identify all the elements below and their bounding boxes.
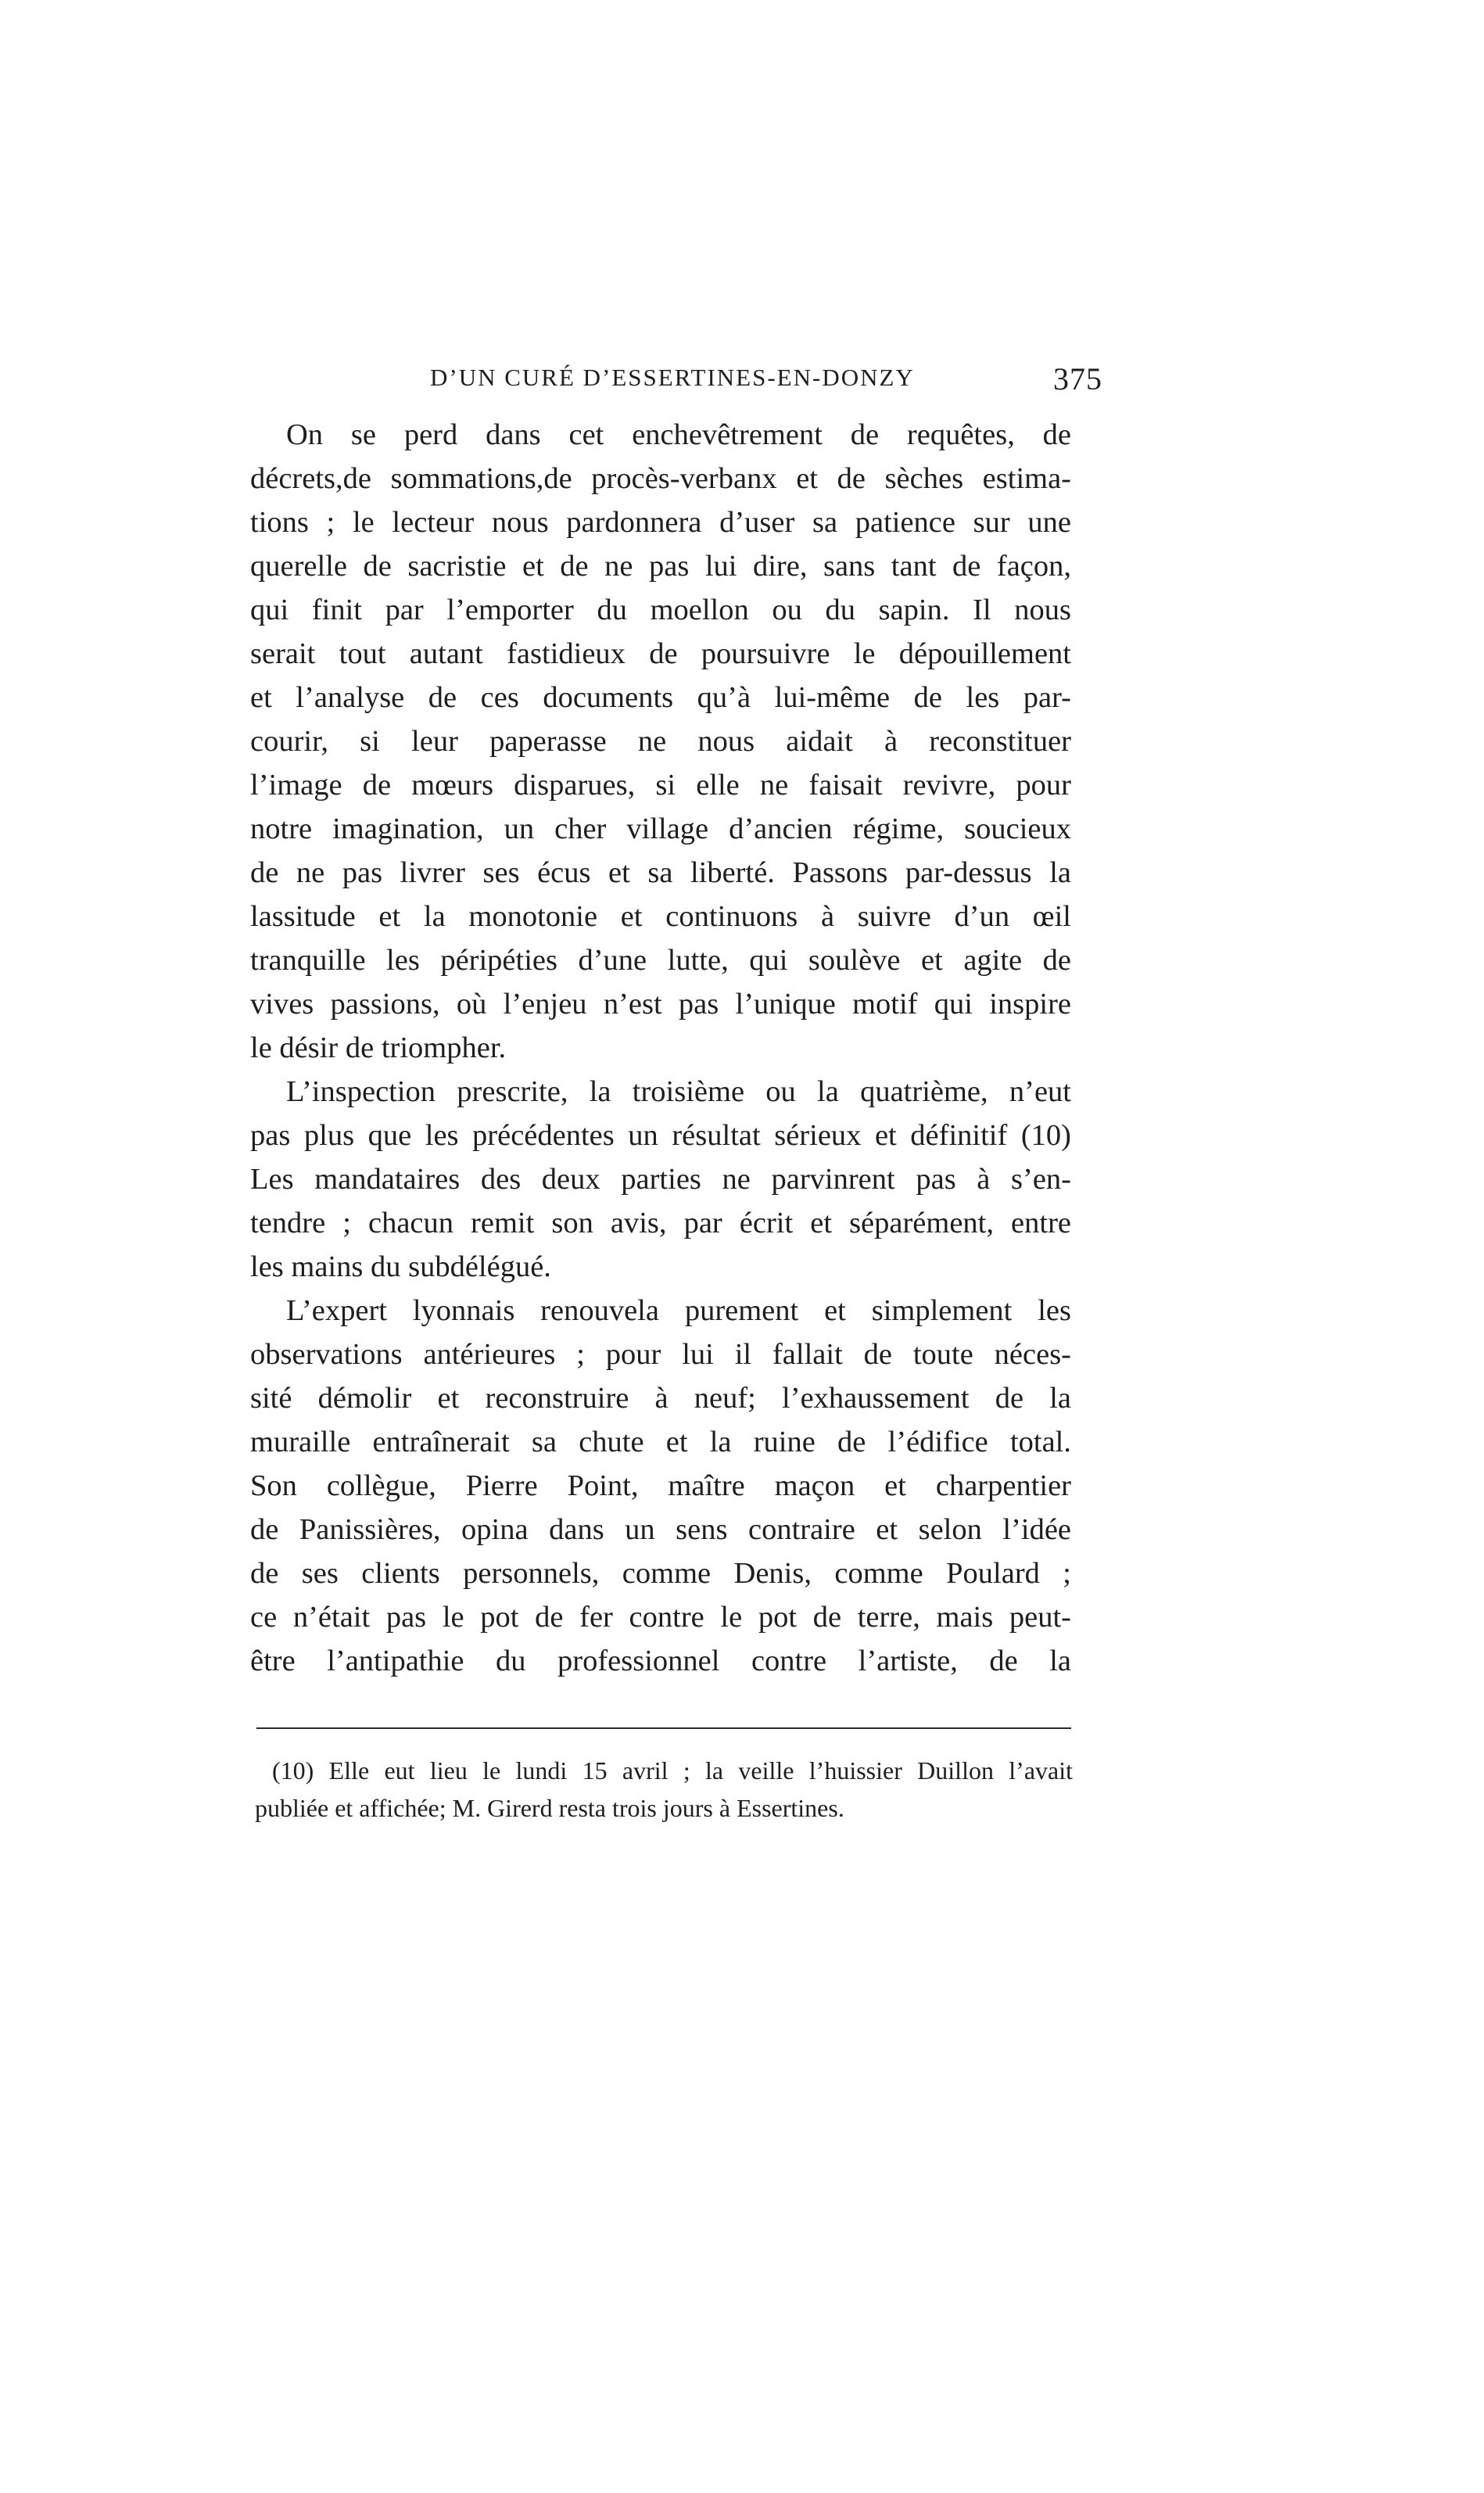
paragraph-1 — [250, 413, 1071, 1070]
text-line: de Panissières, opina dans un sens contraire et selon l’idée — [250, 1513, 1071, 1546]
footnote-line: publiée et affichée; M. Girerd resta trois jours à Essertines. — [255, 1794, 844, 1822]
footnote-divider — [256, 1727, 1071, 1729]
text-line: et l’analyse de ces documents qu’à lui-même de les par- — [250, 681, 1071, 714]
text-line: muraille entraînerait sa chute et la ruine de l’édifice total. — [250, 1426, 1071, 1458]
body-text — [250, 413, 1071, 1683]
text-line: les mains du subdélégué. — [250, 1250, 551, 1283]
text-line: vives passions, où l’enjeu n’est pas l’unique motif qui inspire — [250, 988, 1071, 1021]
running-title: D’UN CURÉ D’ESSERTINES-EN-DONZY — [430, 364, 915, 391]
text-line: tendre ; chacun remit son avis, par écrit et séparément, entre — [250, 1207, 1071, 1239]
text-line: ce n’était pas le pot de fer contre le pot de terre, mais peut- — [250, 1601, 1071, 1634]
text-line: de ne pas livrer ses écus et sa liberté. Passons par-dessus la — [250, 856, 1071, 889]
text-line: observations antérieures ; pour lui il fallait de toute néces- — [250, 1338, 1071, 1371]
text-line: querelle de sacristie et de ne pas lui dire, sans tant de façon, — [250, 550, 1071, 583]
text-line: le désir de triompher. — [250, 1031, 507, 1064]
text-line: L’inspection prescrite, la troisième ou la quatrième, n’eut — [286, 1075, 1071, 1108]
text-line: l’image de mœurs disparues, si elle ne faisait revivre, pour — [250, 769, 1071, 802]
text-line: de ses clients personnels, comme Denis, comme Poulard ; — [250, 1557, 1071, 1590]
text-line: qui finit par l’emporter du moellon ou du sapin. Il nous — [250, 594, 1071, 626]
footnote-10 — [255, 1752, 1073, 1827]
text-line: lassitude et la monotonie et continuons à suivre d’un œil — [250, 900, 1071, 933]
text-line: serait tout autant fastidieux de poursuivre le dépouillement — [250, 637, 1071, 670]
page-number: 375 — [1053, 361, 1102, 396]
text-line: notre imagination, un cher village d’ancien régime, soucieux — [250, 812, 1071, 845]
text-line: tranquille les péripéties d’une lutte, qui soulève et agite de — [250, 944, 1071, 977]
text-line: Les mandataires des deux parties ne parvinrent pas à s’en- — [250, 1163, 1071, 1196]
text-line: sité démolir et reconstruire à neuf; l’exhaussement de la — [250, 1382, 1071, 1415]
running-head — [250, 356, 1102, 411]
text-line: décrets,de sommations,de procès-verbanx et de sèches estima- — [250, 462, 1071, 495]
text-line: On se perd dans cet enchevêtrement de requêtes, de — [286, 418, 1071, 451]
text-line: pas plus que les précédentes un résultat sérieux et définitif (10) — [250, 1119, 1071, 1152]
text-line: courir, si leur paperasse ne nous aidait à reconstituer — [250, 725, 1071, 758]
footnotes — [255, 1752, 1073, 1827]
paragraph-3 — [250, 1289, 1071, 1683]
text-line: Son collègue, Pierre Point, maître maçon et charpentier — [250, 1469, 1071, 1502]
paragraph-2 — [250, 1070, 1071, 1289]
footnote-line: (10) Elle eut lieu le lundi 15 avril ; la veille l’huissier Duillon l’avait — [272, 1756, 1073, 1785]
text-line: L’expert lyonnais renouvela purement et simplement les — [286, 1294, 1071, 1327]
text-line: tions ; le lecteur nous pardonnera d’user sa patience sur une — [250, 506, 1071, 539]
text-line: être l’antipathie du professionnel contre l’artiste, de la — [250, 1645, 1071, 1677]
